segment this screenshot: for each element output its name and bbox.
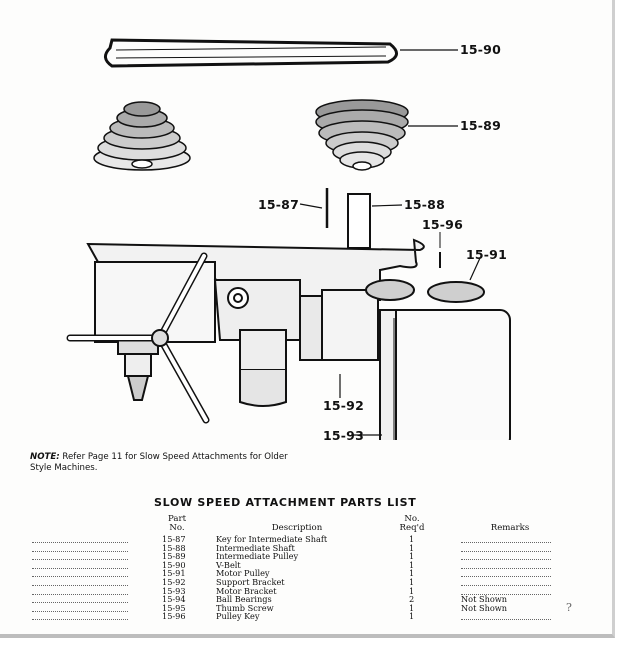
note-body: Refer Page 11 for Slow Speed Attachments for Older Style Machines. bbox=[30, 452, 288, 473]
part-qty: 1 bbox=[409, 559, 415, 570]
header-part-no: Part No. bbox=[167, 514, 187, 533]
header-qty: No. Req'd bbox=[399, 514, 425, 533]
part-number: 15-92 bbox=[162, 577, 186, 587]
part-description: Pulley Key bbox=[216, 611, 260, 622]
left-pulley bbox=[94, 102, 190, 170]
part-description: Key for Intermediate Shaft bbox=[216, 534, 328, 544]
part-number: 15-87 bbox=[162, 534, 186, 544]
part-remarks: Not Shown bbox=[461, 594, 508, 605]
table-row bbox=[0, 578, 612, 587]
leader-dots-right bbox=[461, 619, 551, 620]
part-qty: 1 bbox=[409, 611, 415, 622]
part-number: 15-96 bbox=[162, 611, 186, 622]
callout-15-93: 15-93 bbox=[323, 428, 364, 443]
part-description: Support Bracket bbox=[216, 577, 285, 587]
callout-15-92: 15-92 bbox=[323, 398, 364, 413]
part-qty: 2 bbox=[409, 594, 415, 605]
part-description: Ball Bearings bbox=[216, 594, 272, 605]
table-row bbox=[0, 604, 612, 613]
part-description: Thumb Screw bbox=[216, 602, 274, 613]
part-number: 15-94 bbox=[162, 594, 186, 605]
leader-dots-left bbox=[32, 619, 128, 620]
note-lead: NOTE: bbox=[30, 452, 60, 462]
part-description: Intermediate Shaft bbox=[216, 542, 295, 553]
callout-15-96: 15-96 bbox=[422, 217, 463, 232]
table-row bbox=[0, 587, 612, 596]
callout-15-88: 15-88 bbox=[404, 197, 445, 212]
part-qty: 1 bbox=[409, 577, 415, 587]
table-row bbox=[0, 612, 612, 621]
part-qty: 1 bbox=[409, 534, 415, 544]
part-description: V-Belt bbox=[216, 559, 241, 570]
part-qty: 1 bbox=[409, 602, 415, 613]
part-qty: 1 bbox=[409, 551, 415, 562]
part-remarks: Not Shown bbox=[461, 602, 508, 613]
part-description: Motor Pulley bbox=[216, 568, 270, 579]
callout-15-91: 15-91 bbox=[466, 247, 507, 262]
callout-15-87: 15-87 bbox=[258, 197, 299, 212]
part-number: 15-88 bbox=[162, 542, 186, 553]
part-number: 15-89 bbox=[162, 551, 186, 562]
part-number: 15-90 bbox=[162, 559, 186, 570]
intermediate-pulley bbox=[316, 100, 408, 170]
table-row bbox=[0, 535, 612, 544]
parts-list-title: SLOW SPEED ATTACHMENT PARTS LIST bbox=[154, 496, 417, 509]
header-description: Description bbox=[271, 523, 323, 533]
table-row bbox=[0, 544, 612, 553]
note-text bbox=[30, 452, 290, 474]
header-remarks: Remarks bbox=[490, 523, 530, 533]
part-qty: 1 bbox=[409, 568, 415, 579]
table-row bbox=[0, 595, 612, 604]
part-number: 15-91 bbox=[162, 568, 186, 579]
corner-mark: ? bbox=[566, 601, 572, 614]
table-row bbox=[0, 561, 612, 570]
part-qty: 1 bbox=[409, 542, 415, 553]
part-number: 15-95 bbox=[162, 602, 186, 613]
table-row bbox=[0, 569, 612, 578]
part-qty: 1 bbox=[409, 585, 415, 596]
part-description: Intermediate Pulley bbox=[216, 551, 299, 562]
part-number: 15-93 bbox=[162, 585, 186, 596]
callout-15-90: 15-90 bbox=[460, 42, 501, 57]
callout-15-89: 15-89 bbox=[460, 118, 501, 133]
table-row bbox=[0, 552, 612, 561]
part-description: Motor Bracket bbox=[216, 585, 277, 596]
